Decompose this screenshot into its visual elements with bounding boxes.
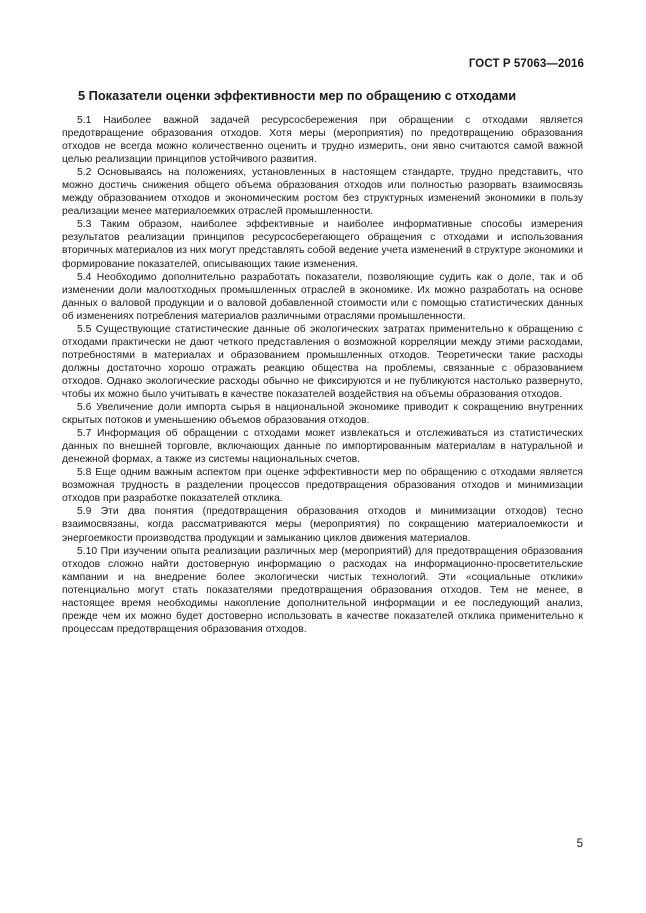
paragraph-5-3: 5.3 Таким образом, наиболее эффективные и наиболее информативные способы измерения результатов реализации принципов ресурсосберегающего обращения с отходами и использования вторичных материалов из них могут представлять собой ведение учета изменений в структуре экономики и формирование показателей, описывающих такие изменения. [62, 219, 583, 270]
paragraph-5-4: 5.4 Необходимо дополнительно разработать показатели, позволяющие судить как о доле, так и об изменении доли малоотходных промышленных отраслей в экономике. Их можно разработать на основе данных о валовой продукции и о валовой добавленной стоимости или с помощью статистических данных об изменениях потребления материалов различными отраслями промышленности. [62, 271, 583, 322]
paragraph-5-8: 5.8 Еще одним важным аспектом при оценке эффективности мер по обращению с отходами является возможная трудность в разделении процессов предотвращения образования отходов и минимизации отходов при разработке показателей отклика. [62, 467, 583, 505]
paragraph-5-7: 5.7 Информация об обращении с отходами может извлекаться и отслеживаться из статистических данных по внешней торговле, включающих данные по импортированным материалам в натуральной и денежной формах, а также из системы национальных счетов. [62, 428, 583, 466]
paragraph-5-2: 5.2 Основываясь на положениях, установленных в настоящем стандарте, трудно представить, что можно достичь снижения общего объема образования отходов или полностью разорвать взаимосвязь между образованием отходов и экономическим ростом без структурных изменений экономики в пользу реализации менее материалоемких отраслей промышленности. [62, 167, 583, 218]
paragraph-5-9: 5.9 Эти два понятия (предотвращения образования отходов и минимизации отходов) тесно взаимосвязаны, когда рассматриваются меры (мероприятия) по сокращению материалоемкости и энергоемкости производства продукции и замыканию циклов движения материалов. [62, 506, 583, 544]
paragraph-5-6: 5.6 Увеличение доли импорта сырья в национальной экономике приводит к сокращению внутренних скрытых потоков и уменьшению объемов образования отходов. [62, 402, 583, 427]
paragraph-5-10: 5.10 При изучении опыта реализации различных мер (мероприятий) для предотвращения образования отходов сложно найти достоверную информацию о расходах на информационно-просветительские кампании и на внедрение более экологически чистых технологий. Эти «социальные отклики» потенциально могут стать показателями предотвращения образования отходов. Тем не менее, в настоящее время необходимы накопление дополнительной информации и ее последующий анализ, прежде чем их можно будет достоверно использовать в качестве показателей отклика применительно к процессам предотвращения образования отходов. [62, 545, 583, 635]
section-title: 5 Показатели оценки эффективности мер по обращению с отходами [78, 88, 517, 103]
document-code: ГОСТ Р 57063—2016 [468, 58, 584, 70]
page-number: 5 [576, 838, 583, 850]
section-body [62, 114, 583, 636]
paragraph-5-5: 5.5 Существующие статистические данные об экологических затратах применительно к обращению с отходами практически не дают четкого представления о возможной корреляции между этими расходами, потребностями в материалах и образованием промышленных отходов. Теоретически такие расходы должны достаточно хорошо отражать реакцию общества на проблемы, связанные с образованием отходов. Однако экологические расходы обычно не фиксируются и не публикуются настолько развернуто, чтобы их можно было учитывать в качестве показателей воздействия на объемы образования отходов. [62, 323, 583, 400]
paragraph-5-1: 5.1 Наиболее важной задачей ресурсосбережения при обращении с отходами является предотвращение образования отходов. Хотя меры (мероприятия) по предотвращению образования отходов не всегда можно количественно оценить и трудно измерить, они явно считаются самой важной целью реализации принципов устойчивого развития. [62, 115, 583, 166]
